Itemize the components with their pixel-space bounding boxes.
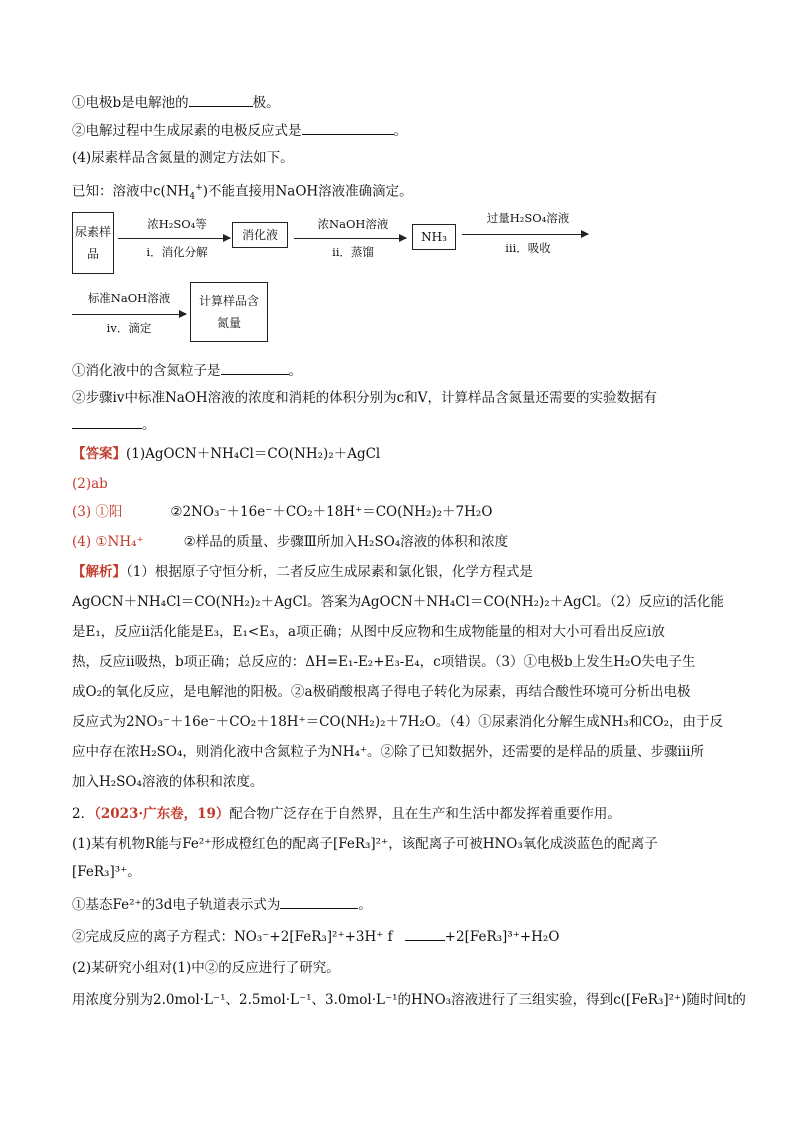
question-line-known: 已知：溶液中$c(NH_4^+)$不能直接用NaOH溶液准确滴定。 [72,183,413,203]
analysis-line-7: 应中存在浓H₂SO₄，则消化液中含氮粒子为NH₄⁺。②除了已知数据外，还需要的是样品的质量、步骤ⅲ所 [72,744,704,760]
text: 。 [142,417,156,433]
question-line-part4: (4)尿素样品含氮量的测定方法如下。 [72,150,294,166]
analysis-tag: 【解析】 [72,564,126,580]
flow-box-nh3: NH₃ [412,224,456,250]
flow-arrow [294,238,406,239]
text: ②完成反应的离子方程式：NO₃⁻+2[FeR₃]²⁺+3H⁺ f [72,929,393,945]
answer-blank [302,120,394,135]
question-line-particle [72,360,302,381]
question-line-electrode-b [72,92,280,113]
flow-arrow [462,234,588,235]
text: ①消化液中的含氮粒子是 [72,363,221,379]
answer-tag: 【答案】 [72,446,126,462]
question2-line-5: (2)某研究小组对(1)中②的反应进行了研究。 [72,960,340,976]
question-line-step4: ②步骤ⅳ中标准NaOH溶液的浓度和消耗的体积分别为c和V，计算样品含氮量还需要的实验数据有 [72,390,657,406]
text: ①电极b是电解池的 [72,95,189,111]
question2-line-1: (1)某有机物R能与Fe²⁺形成橙红色的配离子[FeR₃]²⁺，该配离子可被HNO₃氧化成淡蓝色的配离子 [72,836,658,852]
flow-label: ⅱ．蒸馏 [332,245,374,259]
text: 。 [358,897,372,913]
analysis-line-5: 成O₂的氧化反应，是电解池的阳极。②a极硝酸根离子得电子转化为尿素，再结合酸性环境可分析出电极 [72,684,691,700]
analysis-line-1 [72,562,533,582]
answer-blank [280,894,358,909]
answer-blank [405,926,445,941]
flow-label: ⅳ．滴定 [106,321,152,335]
flow-label: ⅰ．消化分解 [146,245,208,259]
answer-line-1 [72,444,380,464]
question2-line-3 [72,894,372,915]
flow-label: 浓H₂SO₄等 [147,217,207,231]
answer-blank [72,414,142,429]
answer-line-4 [72,532,508,552]
text: 极。 [252,95,280,111]
answer-blank [189,92,253,107]
analysis-line-3: 是E₁，反应ⅱ活化能是E₃，E₁<E₃，a项正确；从图中反应物和生成物能量的相对大小可看出反应ⅰ放 [72,624,665,640]
flow-arrow [72,314,186,315]
flow-box-calc: 计算样品含氮量 [190,282,268,342]
text: 已知：溶液中c(NH [72,183,190,200]
flow-label: 过量H₂SO₄溶液 [486,211,570,225]
analysis-line-2: AgOCN＋NH₄Cl＝CO(NH₂)₂＋AgCl。答案为AgOCN＋NH₄Cl＝CO(NH₂)₂＋AgCl。（2）反应ⅰ的活化能 [72,594,724,610]
text: (4) ①NH₄⁺ [72,534,144,550]
flowchart [72,210,732,360]
text: ②样品的质量、步骤Ⅲ所加入H₂SO₄溶液的体积和浓度 [183,534,509,550]
text: ②电解过程中生成尿素的电极反应式是 [72,123,302,139]
flow-label: 浓NaOH溶液 [317,217,389,231]
flow-box-sample: 尿素样品 [72,212,114,274]
text: 。 [288,363,302,379]
analysis-line-4: 热，反应ⅱ吸热，b项正确；总反应的：ΔH=E₁-E₂+E₃-E₄，c项错误。（3）①电极b上发生H₂O失电子生 [72,654,696,670]
text: 配合物广泛存在于自然界，且在生产和生活中都发挥着重要作用。 [229,806,621,822]
text: ②2NO₃⁻＋16e⁻＋CO₂＋18H⁺＝CO(NH₂)₂＋7H₂O [170,504,493,520]
analysis-line-8: 加入H₂SO₄溶液的体积和浓度。 [72,774,264,790]
text: 。 [393,123,407,139]
flow-box-digest: 消化液 [232,222,288,248]
question2-line-6: 用浓度分别为2.0mol·L⁻¹、2.5mol·L⁻¹、3.0mol·L⁻¹的HNO₃溶液进行了三组实验，得到c([FeR₃]²⁺)随时间t的 [72,992,746,1008]
flow-label: 标准NaOH溶液 [87,291,171,305]
question2-title [72,804,621,824]
text: )不能直接用NaOH溶液准确滴定。 [202,183,413,200]
answer-blank [221,360,289,375]
text: (3) ①阳 [72,504,123,520]
text: (1)AgOCN＋NH₄Cl＝CO(NH₂)₂＋AgCl [126,446,381,462]
question-line-blank [72,414,156,435]
question2-line-2: [FeR₃]³⁺。 [72,864,141,880]
answer-line-2: (2)ab [72,476,108,492]
text: ①基态Fe²⁺的3d电子轨道表示式为 [72,897,281,913]
text: +2[FeR₃]³⁺+H₂O [444,929,560,945]
analysis-line-6: 反应式为2NO₃⁻＋16e⁻＋CO₂＋18H⁺＝CO(NH₂)₂＋7H₂O。（4）①尿素消化分解生成NH₃和CO₂，由于反 [72,714,724,730]
question-number: 2． [72,806,95,822]
text: （1）根据原子守恒分析，二者反应生成尿素和氯化银，化学方程式是 [126,564,533,580]
question2-line-4 [72,926,559,947]
question-line-equation [72,120,407,141]
flow-arrow [118,238,230,239]
answer-line-3 [72,502,492,522]
question-source: （2023·广东卷，19） [94,806,230,822]
flow-label: ⅲ．吸收 [505,241,551,255]
